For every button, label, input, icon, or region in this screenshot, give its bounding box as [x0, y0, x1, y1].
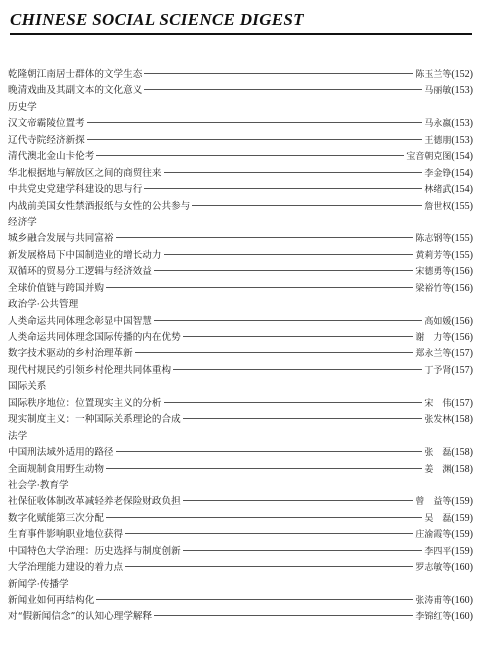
page-number: (153)	[451, 85, 473, 97]
article-title: 国际秩序地位：位置现实主义的分析	[8, 397, 162, 409]
article-title: 城乡融合发展与共同富裕	[8, 233, 114, 245]
section-heading: 历史学	[8, 101, 37, 113]
page-number: (155)	[451, 249, 473, 261]
dot-leader	[164, 254, 414, 255]
page-number: (156)	[451, 282, 473, 294]
article-title: 新发展格局下中国制造业的增长动力	[8, 249, 162, 261]
article-title: 清代澳北金山卡伦考	[8, 151, 95, 163]
toc-entry	[8, 166, 473, 182]
section-heading: 法学	[8, 430, 28, 442]
page-number: (153)	[451, 118, 473, 130]
dot-leader	[192, 205, 422, 206]
toc-entry	[8, 462, 473, 478]
article-author: 郑永兰等	[415, 349, 452, 360]
toc-entry	[8, 412, 473, 428]
toc-entry	[8, 248, 473, 264]
page-number: (152)	[451, 69, 473, 80]
journal-title: CHINESE SOCIAL SCIENCE DIGEST	[10, 10, 304, 29]
article-title: 中共党史党建学科建设的思与行	[8, 184, 143, 196]
dot-leader	[183, 336, 414, 337]
dot-leader	[183, 418, 423, 419]
page-number: (154)	[451, 151, 473, 163]
section-heading: 经济学	[8, 216, 37, 228]
toc-entry	[8, 67, 473, 83]
article-title: 华北根据地与解放区之间的商贸往来	[8, 167, 162, 179]
article-author: 姜 渊	[424, 464, 452, 475]
page-number: (153)	[451, 134, 473, 146]
article-title: 生育事件影响职业地位获得	[8, 529, 124, 541]
page-number: (159)	[451, 512, 473, 524]
article-title: 现代村规民约引领乡村伦理共同体重构	[8, 364, 172, 376]
article-author: 马丽敏	[424, 86, 452, 97]
article-author: 谢 力等	[415, 333, 452, 343]
article-author: 马永嬴	[424, 119, 452, 130]
article-title: 社保征收体制改革减轻养老保险财政负担	[8, 496, 181, 508]
page-number: (160)	[451, 611, 473, 623]
dot-leader	[164, 172, 423, 173]
dot-leader	[125, 566, 413, 567]
toc-entry	[8, 511, 473, 527]
dot-leader	[106, 517, 422, 518]
dot-leader	[106, 468, 422, 469]
dot-leader	[183, 550, 423, 551]
toc-entry	[8, 363, 473, 379]
section-heading: 国际关系	[8, 381, 47, 393]
page-number: (154)	[451, 167, 473, 179]
page-number: (158)	[451, 414, 473, 426]
toc-entry	[8, 182, 473, 198]
toc-entry	[8, 609, 473, 625]
article-author: 黄莉芳等	[415, 250, 452, 261]
article-title: 数字技术驱动的乡村治理革新	[8, 348, 133, 360]
dot-leader	[106, 287, 413, 288]
toc-entry	[8, 199, 473, 215]
dot-leader	[144, 73, 413, 74]
dot-leader	[96, 155, 404, 156]
article-author: 李锦红等	[415, 612, 452, 623]
page-number: (157)	[451, 397, 473, 409]
toc-entry	[8, 544, 473, 560]
dot-leader	[154, 615, 413, 616]
toc-entry	[8, 560, 473, 576]
page-number: (156)	[451, 332, 473, 343]
page-number: (158)	[451, 447, 473, 459]
article-author: 曾 益等	[415, 497, 452, 508]
article-title: 对“假新闻信念”的认知心理学解释	[8, 611, 153, 623]
section-heading: 社会学·教育学	[8, 479, 69, 491]
article-title: 人类命运共同体理念彰显中国智慧	[8, 315, 152, 327]
dot-leader	[144, 89, 422, 90]
dot-leader	[154, 320, 422, 321]
article-author: 庄渝霞等	[415, 530, 452, 541]
article-title: 新闻业如何再结构化	[8, 595, 95, 606]
article-title: 数字化赋能第三次分配	[8, 512, 104, 524]
page-number: (160)	[451, 562, 473, 574]
toc-entry	[8, 330, 473, 346]
toc-entry	[8, 494, 473, 510]
dot-leader	[116, 451, 423, 452]
dot-leader	[135, 352, 414, 353]
dot-leader	[96, 599, 413, 600]
article-title: 现实制度主义：一种国际关系理论的合成	[8, 414, 181, 426]
toc-entry	[8, 593, 473, 609]
article-author: 宋 伟	[424, 398, 452, 409]
article-title: 内战前美国女性禁酒报纸与女性的公共参与	[8, 200, 191, 212]
article-author: 李四平	[424, 546, 452, 557]
dot-leader	[87, 122, 423, 123]
article-author: 张涛甫等	[415, 596, 452, 606]
article-title: 中国特色大学治理：历史选择与制度创新	[8, 545, 181, 557]
article-title: 大学治理能力建设的着力点	[8, 562, 124, 574]
article-title: 全球价值链与跨国并购	[8, 282, 104, 294]
section-heading: 新闻学·传播学	[8, 578, 69, 590]
article-author: 李金铮	[424, 168, 452, 179]
dot-leader	[116, 237, 414, 238]
page-number: (157)	[451, 364, 473, 376]
article-title: 人类命运共同体理念国际传播的内在优势	[8, 332, 181, 343]
article-title: 辽代寺院经济新探	[8, 134, 85, 146]
dot-leader	[87, 139, 423, 140]
article-title: 双循环的贸易分工逻辑与经济效益	[8, 266, 152, 278]
article-title: 中国刑法域外适用的路径	[8, 447, 114, 459]
article-author: 陈玉兰等	[415, 70, 452, 80]
dot-leader	[125, 533, 413, 534]
page-number: (155)	[451, 200, 473, 212]
article-author: 王德朋	[424, 135, 452, 146]
page-number: (157)	[451, 348, 473, 360]
table-of-contents	[8, 67, 473, 626]
toc-entry	[8, 281, 473, 297]
article-author: 张 磊	[424, 448, 452, 459]
article-author: 吴 磊	[424, 513, 452, 524]
article-title: 晚清戏曲及其副文本的文化意义	[8, 85, 143, 97]
article-author: 高如媛	[424, 316, 452, 327]
toc-entry	[8, 445, 473, 461]
masthead-rule	[10, 33, 472, 35]
article-author: 张发林	[424, 415, 452, 426]
article-title: 乾隆朝江南居士群体的文学生态	[8, 69, 143, 80]
toc-entry	[8, 231, 473, 247]
article-author: 陈志钢等	[415, 234, 452, 245]
toc-entry	[8, 83, 473, 99]
section-heading: 政治学·公共管理	[8, 299, 79, 311]
dot-leader	[173, 369, 422, 370]
toc-entry	[8, 396, 473, 412]
dot-leader	[183, 500, 414, 501]
page-number: (159)	[451, 529, 473, 541]
toc-entry	[8, 116, 473, 132]
page-number: (156)	[451, 315, 473, 327]
toc-entry	[8, 527, 473, 543]
article-author: 詹世权	[424, 201, 452, 212]
page-number: (160)	[451, 595, 473, 606]
dot-leader	[144, 188, 422, 189]
article-author: 梁裕竹等	[415, 283, 452, 294]
article-title: 汉文帝霸陵位置考	[8, 118, 85, 130]
toc-entry	[8, 314, 473, 330]
dot-leader	[164, 402, 423, 403]
article-author: 罗志敏等	[415, 563, 452, 574]
page-number: (159)	[451, 496, 473, 508]
article-author: 林绪武	[424, 185, 452, 196]
toc-entry	[8, 149, 473, 165]
page-number: (158)	[451, 463, 473, 475]
article-title: 全面规制食用野生动物	[8, 463, 104, 475]
article-author: 丁予肾	[424, 365, 452, 376]
dot-leader	[154, 270, 413, 271]
page-number: (156)	[451, 266, 473, 278]
toc-entry	[8, 133, 473, 149]
toc-entry	[8, 346, 473, 362]
page-number: (159)	[451, 545, 473, 557]
masthead	[10, 10, 472, 35]
article-author: 宝音朝克图	[406, 152, 452, 163]
article-author: 宋德勇等	[415, 267, 452, 278]
page-number: (155)	[451, 233, 473, 245]
page-number: (154)	[451, 184, 473, 196]
toc-entry	[8, 264, 473, 280]
